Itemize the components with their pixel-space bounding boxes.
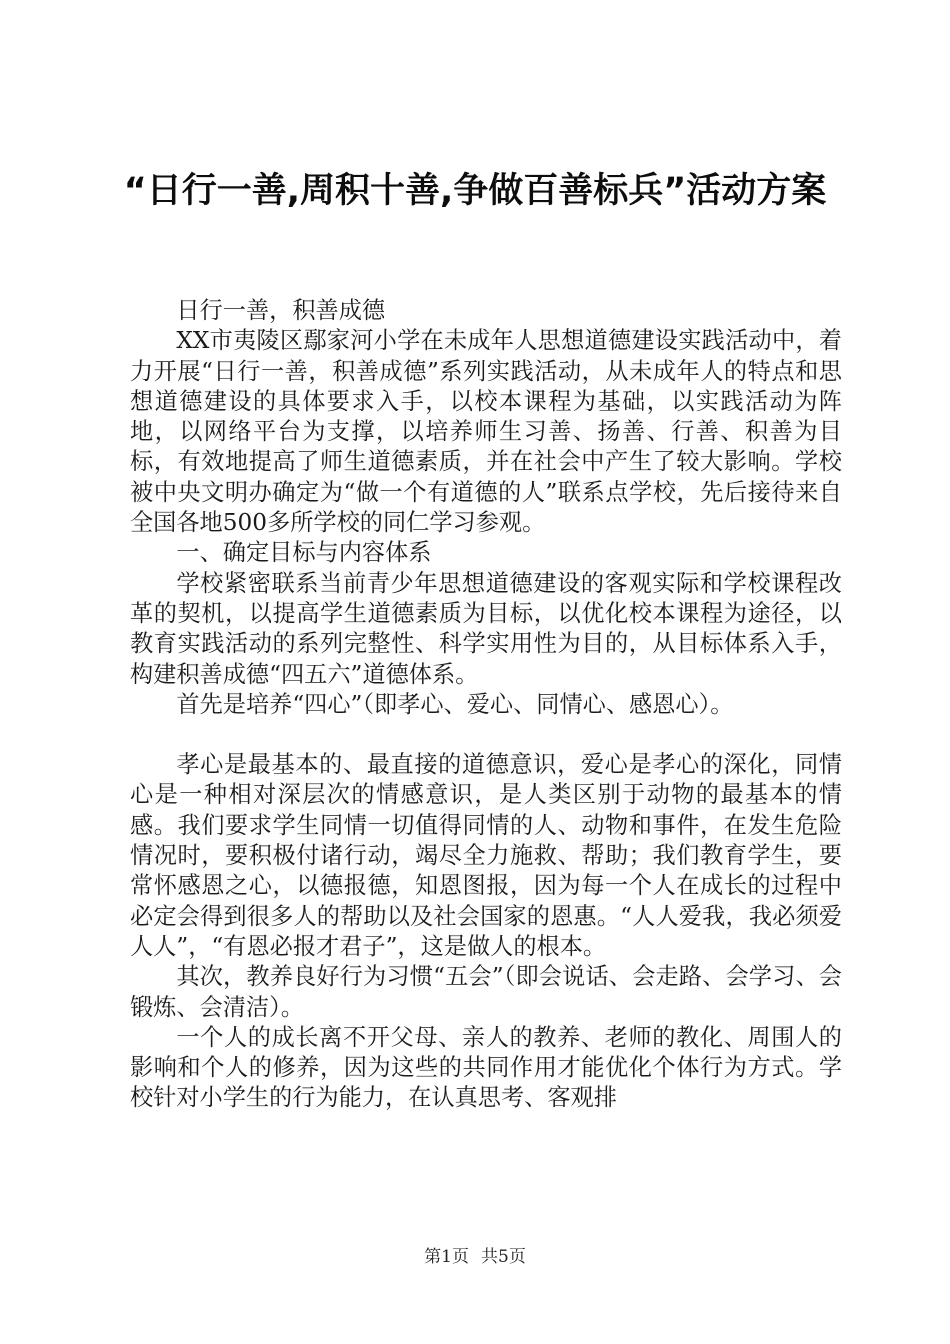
page-footer [0,1242,950,1267]
page-total: 共5页 [481,1247,526,1267]
paragraph-five-skills: 其次，教养良好行为习惯“五会”（即会说话、会走路、会学习、会锻炼、会清洁）。 [130,963,842,1021]
document-title: “日行一善,周积十善,争做百善标兵”活动方案 [123,171,827,211]
paragraph-intro: XX市夷陵区鄢家河小学在未成年人思想道德建设实践活动中，着力开展“日行一善，积善成德”系列实践活动，从未成年人的特点和思想道德建设的具体要求入手，以校本课程为基础，以实践活动为阵地，以网络平台为支撑，以培养师生习善、扬善、行善、积善为目标，有效地提高了师生道德素质，并在社会中产生了较大影响。学校被中央文明办确定为“做一个有道德的人”联系点学校，先后接待来自全国各地500多所学校的同仁学习参观。 [130,327,842,537]
paragraph-filial-piety: 孝心是最基本的、最直接的道德意识，爱心是孝心的深化，同情心是一种相对深层次的情感意识，是人类区别于动物的最基本的情感。我们要求学生同情一切值得同情的人、动物和事件，在发生危险情况时，要积极付诸行动，竭尽全力施救、帮助；我们教育学生，要常怀感恩之心，以德报德，知恩图报，因为每一个人在成长的过程中必定会得到很多人的帮助以及社会国家的恩惠。“人人爱我，我必须爱人人”，“有恩必报才君子”，这是做人的根本。 [130,751,842,960]
section-heading-1: 一、确定目标与内容体系 [176,539,432,567]
document-body [130,296,842,1114]
paragraph-subtitle: 日行一善，积善成德 [176,297,386,324]
paragraph-goals: 学校紧密联系当前青少年思想道德建设的客观实际和学校课程改革的契机，以提高学生道德素质为目标，以优化校本课程为途径，以教育实践活动的系列完整性、科学实用性为目的，从目标体系入手，构建积善成德“四五六”道德体系。 [130,569,842,688]
page-number: 第1页 [424,1247,469,1267]
paragraph-four-hearts: 首先是培养“四心”（即孝心、爱心、同情心、感恩心）。 [176,690,734,718]
paragraph-growth: 一个人的成长离不开父母、亲人的教养、老师的教化、周围人的影响和个人的修养，因为这些的共同作用才能优化个体行为方式。学校针对小学生的行为能力，在认真思考、客观排 [130,1023,842,1112]
